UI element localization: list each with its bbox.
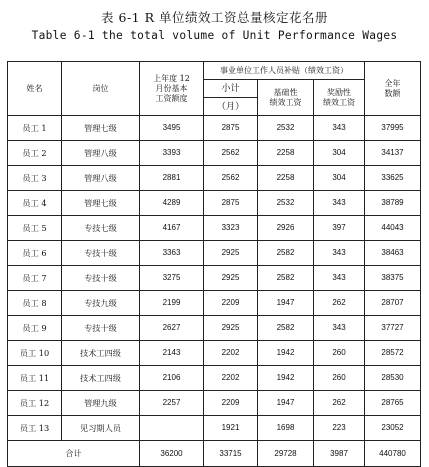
cell-bonus-performance: 260 [314, 366, 365, 391]
total-label: 合计 [8, 441, 140, 467]
cell-basic-performance: 1947 [258, 291, 314, 316]
cell-base-salary [140, 416, 204, 441]
cell-basic-performance: 2258 [258, 166, 314, 191]
cell-subtotal: 1921 [204, 416, 258, 441]
cell-bonus-performance: 262 [314, 291, 365, 316]
cell-base-salary: 2106 [140, 366, 204, 391]
cell-bonus-performance: 304 [314, 166, 365, 191]
cell-annual-amount: 37995 [365, 116, 421, 141]
table-row [8, 216, 421, 241]
cell-annual-amount: 28707 [365, 291, 421, 316]
wages-table [7, 61, 421, 467]
table-row [8, 166, 421, 191]
cell-base-salary: 4167 [140, 216, 204, 241]
table-row [8, 316, 421, 341]
cell-position: 专技十级 [62, 241, 140, 266]
cell-bonus-performance: 223 [314, 416, 365, 441]
cell-base-salary: 2143 [140, 341, 204, 366]
cell-basic-performance: 2582 [258, 241, 314, 266]
total-row [8, 441, 421, 467]
header-base-salary [140, 62, 204, 116]
cell-annual-amount: 44043 [365, 216, 421, 241]
cell-subtotal: 2925 [204, 316, 258, 341]
cell-subtotal: 2875 [204, 191, 258, 216]
table-row [8, 241, 421, 266]
cell-name: 员工 13 [8, 416, 62, 441]
cell-annual-amount: 33625 [365, 166, 421, 191]
header-annual-line-2: 数额 [384, 88, 401, 98]
cell-position: 管理八级 [62, 166, 140, 191]
cell-annual-amount: 23052 [365, 416, 421, 441]
header-basic-line-1: 基础性 [273, 87, 298, 97]
cell-position: 专技九级 [62, 291, 140, 316]
cell-annual-amount: 38789 [365, 191, 421, 216]
cell-position: 管理九级 [62, 391, 140, 416]
header-base-line-2: 月份基本 [155, 83, 188, 93]
table-row [8, 291, 421, 316]
cell-subtotal: 2209 [204, 391, 258, 416]
header-basic-performance [258, 80, 314, 116]
header-subtotal-line-2: （月） [204, 98, 258, 116]
cell-name: 员工 12 [8, 391, 62, 416]
cell-bonus-performance: 343 [314, 191, 365, 216]
cell-basic-performance: 1942 [258, 341, 314, 366]
cell-annual-amount: 34137 [365, 141, 421, 166]
table-row [8, 116, 421, 141]
header-name: 姓名 [8, 62, 62, 116]
table-row [8, 416, 421, 441]
cell-position: 管理七级 [62, 191, 140, 216]
total-subtotal: 33715 [204, 441, 258, 467]
cell-name: 员工 2 [8, 141, 62, 166]
cell-basic-performance: 2926 [258, 216, 314, 241]
cell-name: 员工 5 [8, 216, 62, 241]
cell-subtotal: 2202 [204, 341, 258, 366]
cell-subtotal: 3323 [204, 216, 258, 241]
table-title-english: Table 6-1 the total volume of Unit Performance Wages [31, 29, 398, 42]
cell-base-salary: 3393 [140, 141, 204, 166]
cell-subtotal: 2925 [204, 241, 258, 266]
cell-position: 管理八级 [62, 141, 140, 166]
cell-name: 员工 7 [8, 266, 62, 291]
table-title-chinese: 表 6-1 R 单位绩效工资总量核定花名册 [101, 10, 328, 25]
cell-basic-performance: 1698 [258, 416, 314, 441]
cell-name: 员工 9 [8, 316, 62, 341]
header-base-line-3: 工资额度 [155, 93, 188, 103]
cell-name: 员工 3 [8, 166, 62, 191]
cell-position: 技术工四级 [62, 341, 140, 366]
cell-basic-performance: 2582 [258, 316, 314, 341]
table-row [8, 341, 421, 366]
cell-annual-amount: 28530 [365, 366, 421, 391]
cell-base-salary: 2627 [140, 316, 204, 341]
cell-annual-amount: 37727 [365, 316, 421, 341]
cell-name: 员工 11 [8, 366, 62, 391]
cell-position: 专技七级 [62, 216, 140, 241]
header-bonus-line-1: 奖励性 [327, 87, 351, 97]
cell-base-salary: 2881 [140, 166, 204, 191]
cell-base-salary: 3275 [140, 266, 204, 291]
cell-position: 专技十级 [62, 266, 140, 291]
cell-subtotal: 2209 [204, 291, 258, 316]
total-annual-amount: 440780 [365, 441, 421, 467]
cell-basic-performance: 2258 [258, 141, 314, 166]
cell-basic-performance: 1947 [258, 391, 314, 416]
table-row [8, 391, 421, 416]
cell-position: 管理七级 [62, 116, 140, 141]
header-position: 岗位 [62, 62, 140, 116]
table-row [8, 141, 421, 166]
cell-name: 员工 8 [8, 291, 62, 316]
total-base-salary: 36200 [140, 441, 204, 467]
cell-name: 员工 10 [8, 341, 62, 366]
cell-bonus-performance: 343 [314, 241, 365, 266]
cell-bonus-performance: 343 [314, 266, 365, 291]
cell-basic-performance: 1942 [258, 366, 314, 391]
header-base-line-1: 上年度 12 [153, 73, 190, 83]
cell-position: 技术工四级 [62, 366, 140, 391]
cell-position: 见习期人员 [62, 416, 140, 441]
table-row [8, 366, 421, 391]
cell-bonus-performance: 397 [314, 216, 365, 241]
header-annual-line-1: 全年 [384, 78, 401, 88]
header-basic-line-2: 绩效工资 [269, 97, 302, 107]
cell-base-salary: 3495 [140, 116, 204, 141]
cell-bonus-performance: 343 [314, 116, 365, 141]
cell-position: 专技十级 [62, 316, 140, 341]
header-bonus-line-2: 绩效工资 [323, 97, 355, 107]
cell-subtotal: 2202 [204, 366, 258, 391]
cell-base-salary: 2257 [140, 391, 204, 416]
total-bonus-performance: 3987 [314, 441, 365, 467]
total-basic-performance: 29728 [258, 441, 314, 467]
cell-name: 员工 4 [8, 191, 62, 216]
cell-subtotal: 2925 [204, 266, 258, 291]
cell-bonus-performance: 343 [314, 316, 365, 341]
cell-subtotal: 2562 [204, 141, 258, 166]
cell-basic-performance: 2532 [258, 191, 314, 216]
header-bonus-performance [314, 80, 365, 116]
cell-bonus-performance: 262 [314, 391, 365, 416]
cell-annual-amount: 38375 [365, 266, 421, 291]
cell-basic-performance: 2582 [258, 266, 314, 291]
cell-name: 员工 1 [8, 116, 62, 141]
cell-base-salary: 4289 [140, 191, 204, 216]
cell-basic-performance: 2532 [258, 116, 314, 141]
cell-bonus-performance: 260 [314, 341, 365, 366]
cell-bonus-performance: 304 [314, 141, 365, 166]
cell-annual-amount: 38463 [365, 241, 421, 266]
table-row [8, 191, 421, 216]
header-allowance-group: 事业单位工作人员补贴（绩效工资） [204, 62, 365, 80]
cell-name: 员工 6 [8, 241, 62, 266]
cell-annual-amount: 28572 [365, 341, 421, 366]
cell-subtotal: 2562 [204, 166, 258, 191]
cell-base-salary: 3363 [140, 241, 204, 266]
header-annual-amount [365, 62, 421, 116]
table-row [8, 266, 421, 291]
cell-subtotal: 2875 [204, 116, 258, 141]
header-subtotal-line-1: 小计 [204, 80, 258, 98]
cell-annual-amount: 28765 [365, 391, 421, 416]
cell-base-salary: 2199 [140, 291, 204, 316]
header-row-1 [8, 62, 421, 80]
